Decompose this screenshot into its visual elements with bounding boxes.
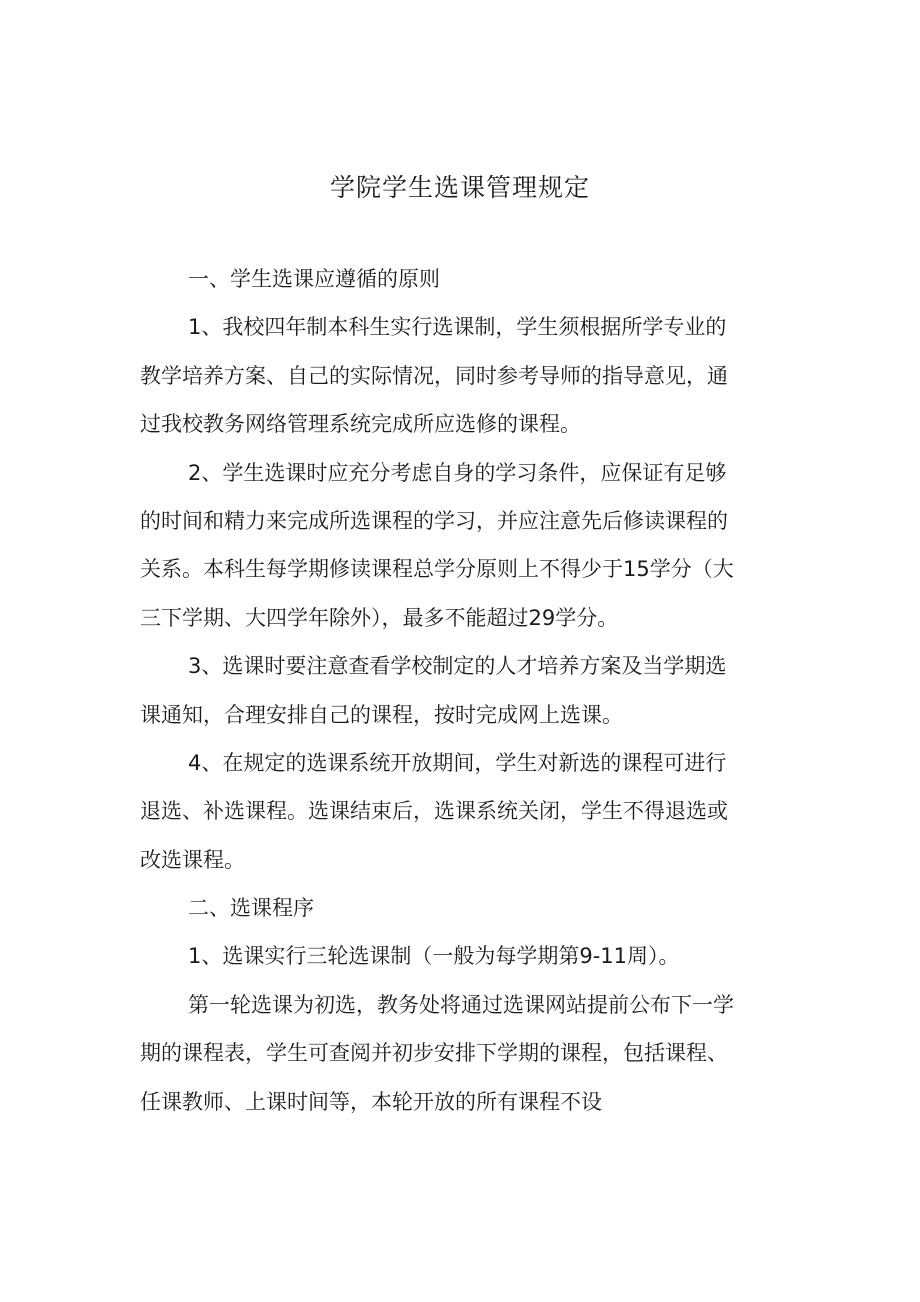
section-heading-1: 一、学生选课应遵循的原则 [188,267,440,291]
paragraph-line: 三下学期、大四学年除外），最多不能超过29学分。 [140,605,619,630]
paragraph-line: 退选、补选课程。选课结束后，选课系统关闭，学生不得退选或 [140,799,728,824]
paragraph-line: 4、在规定的选课系统开放期间，学生对新选的课程可进行 [188,750,727,775]
section-heading-2: 二、选课程序 [188,896,314,921]
document-title: 学院学生选课管理规定 [329,173,590,202]
paragraph-line: 3、选课时要注意查看学校制定的人才培养方案及当学期选 [188,654,727,679]
paragraph-line: 关系。本科生每学期修读课程总学分原则上不得少于15学分（大 [140,557,734,582]
paragraph-line: 的时间和精力来完成所选课程的学习，并应注意先后修读课程的 [140,508,728,533]
document-body [140,255,788,1126]
paragraph-line: 1、选课实行三轮选课制（一般为每学期第9-11周）。 [188,944,680,969]
paragraph-line: 任课教师、上课时间等，本轮开放的所有课程不设 [140,1089,602,1114]
paragraph-line: 2、学生选课时应充分考虑自身的学习条件，应保证有足够 [188,460,727,485]
paragraph-line: 期的课程表，学生可查阅并初步安排下学期的课程，包括课程、 [140,1041,728,1066]
paragraph-line: 过我校教务网络管理系统完成所应选修的课程。 [140,412,581,437]
paragraph-line: 课通知，合理安排自己的课程，按时完成网上选课。 [140,702,623,727]
paragraph-line: 第一轮选课为初选，教务处将通过选课网站提前公布下一学 [188,992,734,1017]
paragraph-line: 改选课程。 [140,847,245,872]
paragraph-line: 教学培养方案、自己的实际情况，同时参考导师的指导意见，通 [140,363,728,388]
paragraph-line: 1、我校四年制本科生实行选课制，学生须根据所学专业的 [188,315,727,340]
